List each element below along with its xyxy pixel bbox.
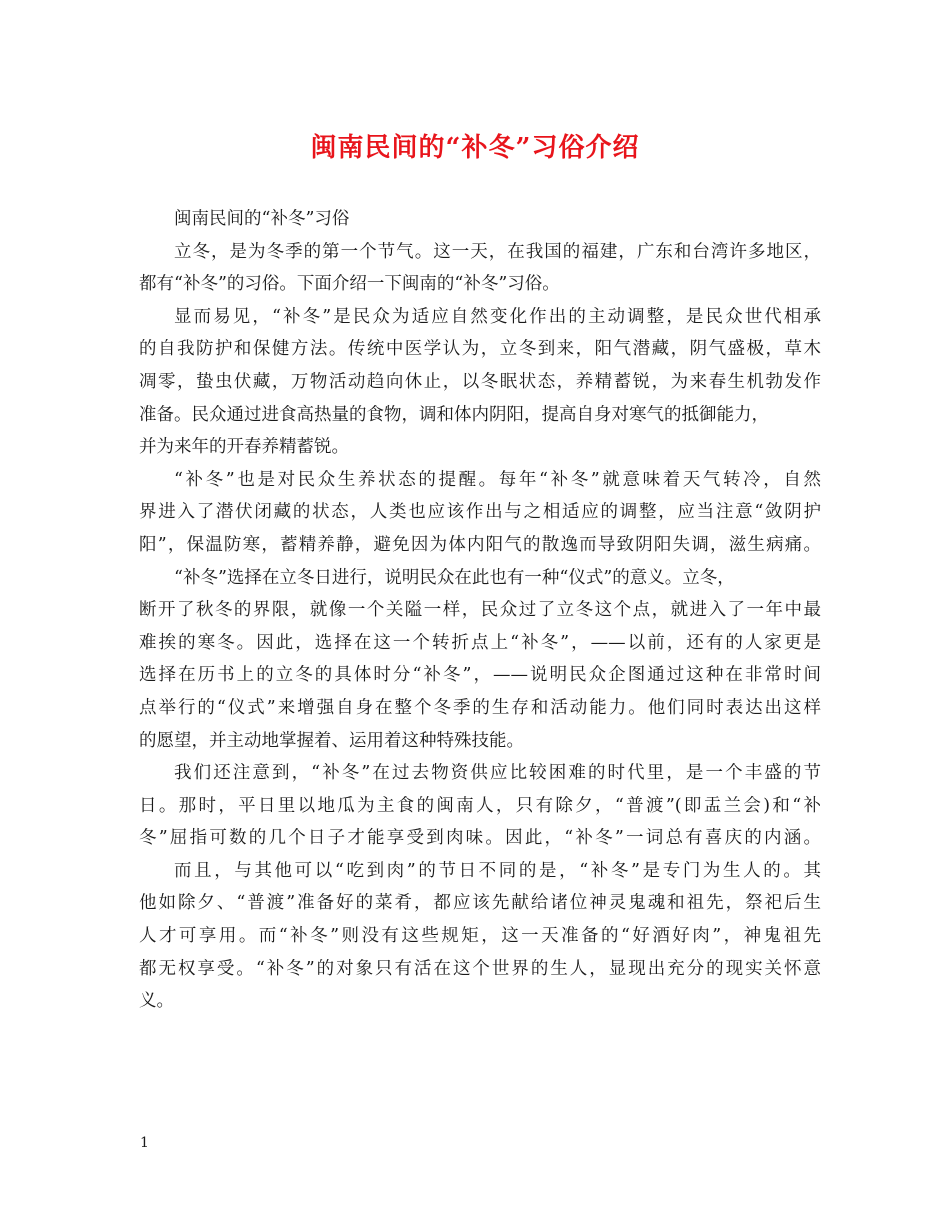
paragraph-line: “补冬”选择在立冬日进行，说明民众在此也有一种“仪式”的意义。立冬，	[174, 567, 735, 588]
paragraph-line: “补冬”也是对民众生养状态的提醒。每年“补冬”就意味着天气转冷，自然	[174, 469, 821, 490]
document-body	[139, 203, 821, 1018]
paragraph-5	[139, 562, 821, 758]
paragraph-line: 显而易见，“补冬”是民众为适应自然变化作出的主动调整，是民众世代相承	[174, 306, 821, 327]
paragraph-line: 准备。民众通过进食高热量的食物，调和体内阴阳，提高自身对寒气的抵御能力，	[139, 404, 769, 425]
paragraph-line: 他如除夕、“普渡”准备好的菜肴，都应该先献给诸位神灵鬼魂和祖先，祭祀后生	[139, 893, 821, 914]
paragraph-line: 义。	[139, 991, 174, 1012]
paragraph-line: 日。那时，平日里以地瓜为主食的闽南人，只有除夕，“普渡”(即盂兰会)和“补	[139, 795, 821, 816]
paragraph-line: 的自我防护和保健方法。传统中医学认为，立冬到来，阳气潜藏，阴气盛极，草木	[139, 339, 821, 360]
paragraph-line: 界进入了潜伏闭藏的状态，人类也应该作出与之相适应的调整，应当注意“敛阴护	[139, 502, 821, 523]
paragraph-line: 都无权享受。“补冬”的对象只有活在这个世界的生人，显现出充分的现实关怀意	[139, 958, 821, 979]
paragraph-7	[139, 855, 821, 1018]
page-number: 1	[140, 1135, 149, 1151]
paragraph-line: 选择在历书上的立冬的具体时分“补冬”，——说明民众企图通过这种在非常时间	[139, 665, 821, 686]
paragraph-line: 立冬，是为冬季的第一个节气。这一天，在我国的福建，广东和台湾许多地区，	[174, 241, 821, 262]
paragraph-line: 断开了秋冬的界限，就像一个关隘一样，民众过了立冬这个点，就进入了一年中最	[139, 600, 821, 621]
paragraph-4	[139, 464, 821, 562]
paragraph-3	[139, 301, 821, 464]
paragraph-2	[139, 236, 821, 301]
paragraph-line: 而且，与其他可以“吃到肉”的节日不同的是，“补冬”是专门为生人的。其	[174, 860, 821, 881]
paragraph-line: 闽南民间的“补冬”习俗	[174, 209, 350, 229]
paragraph-1	[139, 203, 821, 236]
paragraph-line: 点举行的“仪式”来增强自身在整个冬季的生存和活动能力。他们同时表达出这样	[139, 697, 821, 718]
paragraph-6	[139, 757, 821, 855]
paragraph-line: 人才可享用。而“补冬”则没有这些规矩，这一天准备的“好酒好肉”，神鬼祖先	[139, 926, 821, 947]
paragraph-line: 的愿望，并主动地掌握着、运用着这种特殊技能。	[139, 730, 524, 751]
paragraph-line: 冬”屈指可数的几个日子才能享受到肉味。因此，“补冬”一词总有喜庆的内涵。	[139, 828, 821, 849]
paragraph-line: 我们还注意到，“补冬”在过去物资供应比较困难的时代里，是一个丰盛的节	[174, 763, 821, 784]
paragraph-line: 难挨的寒冬。因此，选择在这一个转折点上“补冬”，——以前，还有的人家更是	[139, 632, 821, 653]
document-title: 闽南民间的“补冬”习俗介绍	[310, 133, 640, 163]
paragraph-line: 都有“补冬”的习俗。下面介绍一下闽南的“补冬”习俗。	[139, 274, 560, 295]
paragraph-line: 凋零，蛰虫伏藏，万物活动趋向休止，以冬眠状态，养精蓄锐，为来春生机勃发作	[139, 371, 821, 392]
paragraph-line: 并为来年的开春养精蓄锐。	[139, 437, 349, 458]
paragraph-line: 阳”，保温防寒，蓄精养静，避免因为体内阳气的散逸而导致阴阳失调，滋生病痛。	[139, 534, 821, 555]
